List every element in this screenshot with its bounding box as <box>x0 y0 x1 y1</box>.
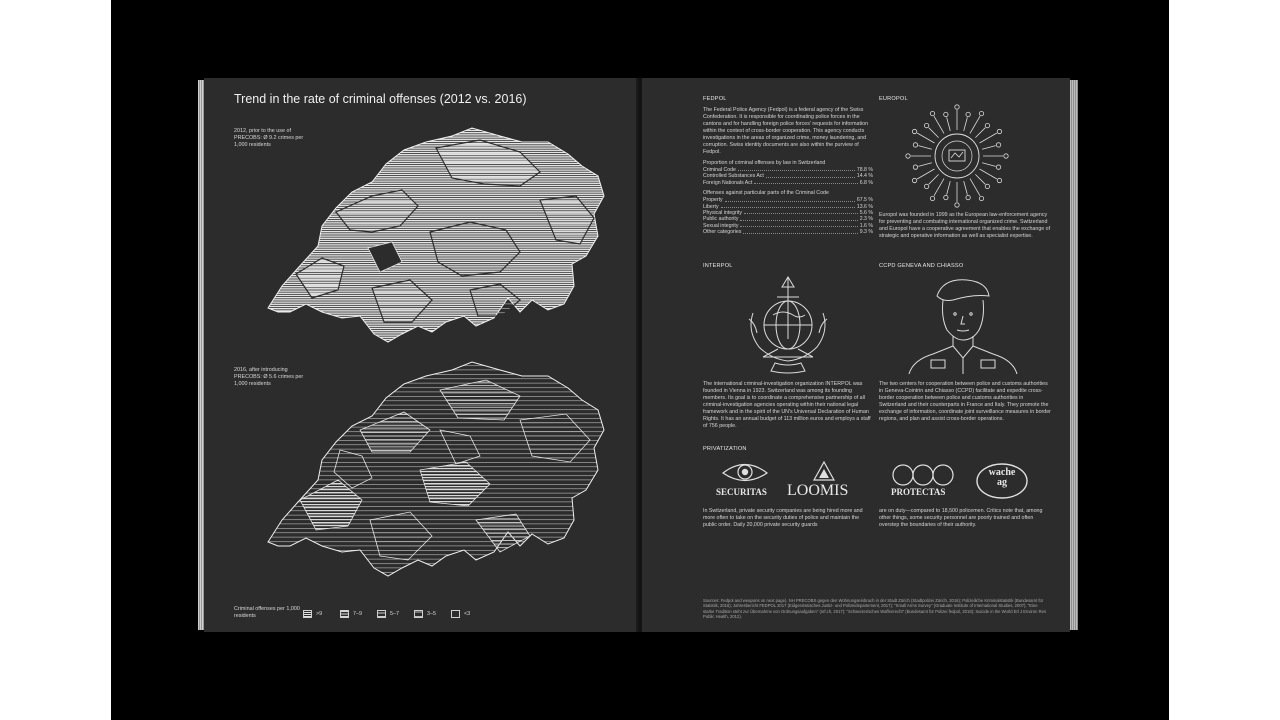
protectas-logo: PROTECTAS <box>891 487 946 497</box>
law-row: Controlled Substances Act 14.4 % <box>703 173 873 180</box>
sources-footnote: Sources: Fedpol and weapons on next page). NH PRECOBS gegen den Wohnungseinbruch in der Stadt Zürich (Stadtpolizei Zürich, 2016); Polizeiliche Kriminalstatistik (Bundesamt für Statistik, 2016); Jahresbericht FEDPOL 2017 (Eidgenössisches Justiz- und Polizeidepartement, 2017); "Small Arms Survey" (Graduate Institute of International Studies, 2007); "Eine starke Tradition steht zur Übernahme von Ordnungsaufgaben" (srf.ch, 2017); "Schweizerisches Waffenrecht" (Bundesamt für Polizei fedpol, 2018); Suicide in the World Erl J Environ Res Public Health, 2012). <box>703 598 1047 620</box>
fedpol-section <box>703 96 873 236</box>
securitas-logo: SECURITAS <box>716 487 767 497</box>
legend-item-5: <3 <box>451 609 470 619</box>
interpol-emblem-icon <box>733 275 843 377</box>
law-heading: Proportion of criminal offenses by law in Switzerland <box>703 160 826 166</box>
fedpol-heading: FEDPOL <box>703 96 727 102</box>
officer-portrait-icon <box>903 274 1023 376</box>
privatization-heading: PRIVATIZATION <box>703 446 747 452</box>
parts-row: Property 67.5 % <box>703 197 873 204</box>
law-row: Criminal Code 78.8 % <box>703 167 873 173</box>
parts-row: Liberty 13.6 % <box>703 203 873 210</box>
privatization-text-right: are on duty—compared to 18,500 policemen. Critics note that, among other things, some security personnel are poorly trained and often overstep the boundaries of their authority. <box>879 508 1043 528</box>
protectas-circles-icon <box>891 462 955 488</box>
legend-label: Criminal offenses per 1,000 residents <box>234 606 300 619</box>
wache-ag-logo: wache ag <box>988 467 1016 488</box>
privatization-text-left: In Switzerland, private security companies are being hired more and more often to take on the security duties of police and maintain the public order. Daily 20,000 private security guards <box>703 508 863 528</box>
europol-icon <box>897 100 1017 210</box>
legend-item-3: 5–7 <box>377 609 399 619</box>
legend-item-2: 7–9 <box>340 609 362 619</box>
parts-row: Other categories 9.3 % <box>703 229 873 236</box>
map-2016-caption: 2016, after introducing PRECOBS: Ø 5.6 crimes per 1,000 residents <box>234 367 304 387</box>
ccpd-heading: CCPD GENEVA AND CHIASSO <box>879 263 964 269</box>
parts-row: Sexual integrity 1.6 % <box>703 222 873 229</box>
ccpd-text: The two centers for cooperation between police and customs authorities in Geneva-Cointrin and Chiasso (CCPD) facilitate and expedite cross-border cooperation between police and customs authorities in Switzerland and their counterparts in France and Italy. They promote the exchange of information, coordinate joint surveillance measures in border regions, and plan and assist cross-border operations. <box>879 381 1051 422</box>
parts-table <box>703 197 873 235</box>
loomis-logo: LOOMIS <box>787 482 849 499</box>
interpol-text: The international criminal-investigation organization INTERPOL was founded in Vienna in 1923. Switzerland was among its founding members. Its goal is to coordinate a comprehensive partnership of all criminal-investigation agencies operating within their national legal framework and in the spirit of the UN's Universal Declaration of Human Rights. It has an annual budget of 113 million euros and employs a staff of 756 people. <box>703 381 871 429</box>
map-2012-caption: 2012, prior to the use of PRECOBS: Ø 9.2 crimes per 1,000 residents <box>234 128 304 148</box>
parts-heading: Offenses against particular parts of the Criminal Code <box>703 190 829 197</box>
law-table <box>703 167 873 186</box>
parts-row: Physical integrity 5.6 % <box>703 210 873 217</box>
map-2012 <box>268 128 604 342</box>
interpol-heading: INTERPOL <box>703 263 733 269</box>
legend-item-1: >9 <box>303 609 322 619</box>
legend-item-4: 3–5 <box>414 609 436 619</box>
europol-heading: EUROPOL <box>879 96 908 102</box>
parts-row: Public authority 2.3 % <box>703 216 873 223</box>
law-row: Foreign Nationals Act 6.8 % <box>703 179 873 186</box>
loomis-triangle-icon <box>812 460 836 482</box>
map-2016 <box>268 362 604 576</box>
europol-text: Europol was founded in 1999 as the European law-enforcement agency for preventing and combating international organized crime. Switzerland and Europol have a cooperative agreement that enables the exchange of strategic and operative information as well as specialist expertise. <box>879 212 1051 239</box>
fedpol-text: The Federal Police Agency (Fedpol) is a federal agency of the Swiss Confederation. It is responsible for coordinating police forces in the cantons and for handling foreign police forces' requests for information within the context of cross-border cooperation. This agency conducts investigations in the areas of organized crime, money laundering, and corruption. Swiss identity documents are also within the purview of Fedpol. <box>703 107 869 155</box>
page-title: Trend in the rate of criminal offenses (2012 vs. 2016) <box>234 92 527 106</box>
